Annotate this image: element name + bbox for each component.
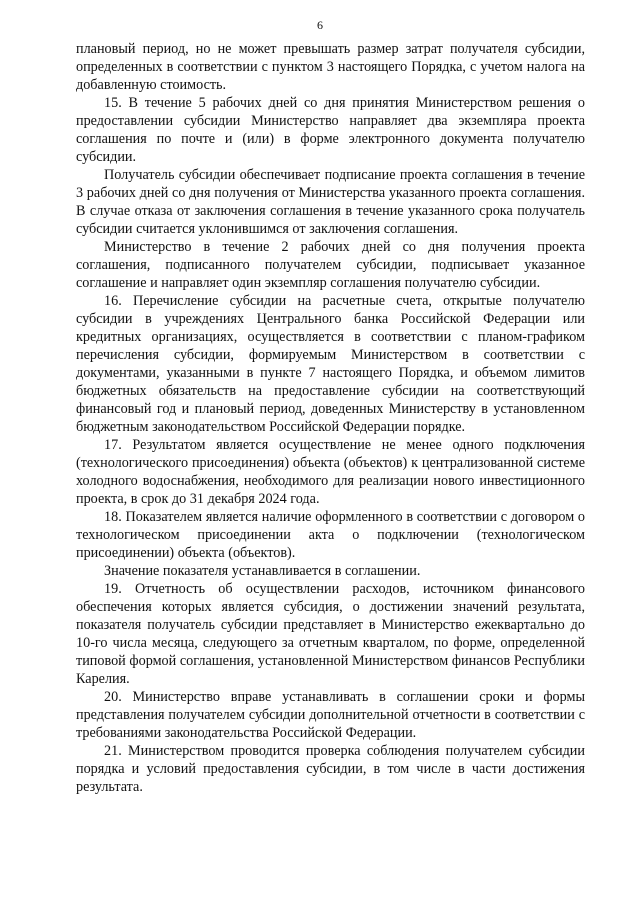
paragraph-item-21: 21. Министерством проводится проверка соблюдения получателем субсидии порядка и условий предоставления субсидии, в том числе в части достижения результата. bbox=[76, 743, 585, 795]
page-number: 6 bbox=[317, 18, 323, 32]
document-body bbox=[76, 40, 585, 796]
paragraph-ministry-signing: Министерство в течение 2 рабочих дней со дня получения проекта соглашения, подписанного получателем субсидии, подписывает указанное соглашение и направляет один экземпляр соглашения получателю субсидии. bbox=[76, 239, 585, 291]
paragraph-item-17: 17. Результатом является осуществление не менее одного подключения (технологического присоединения) объекта (объектов) к централизованной системе холодного водоснабжения, необходимого для реализации нового инвестиционного проекта, в срок до 31 декабря 2024 года. bbox=[76, 437, 585, 507]
paragraph-item-18: 18. Показателем является наличие оформленного в соответствии с договором о технологическом присоединении акта о подключении (технологическом присоединении) объекта (объектов). bbox=[76, 509, 585, 561]
paragraph-item-20: 20. Министерство вправе устанавливать в соглашении сроки и формы представления получателем субсидии дополнительной отчетности в соответствии с требованиями законодательства Российской Федерации. bbox=[76, 689, 585, 741]
paragraph-item-16: 16. Перечисление субсидии на расчетные счета, открытые получателю субсидии в учреждениях Центрального банка Российской Федерации или кредитных организациях, осуществляется в соответствии с планом-графиком перечисления субсидии, формируемым Министерством в соответствии с документами, указанными в пункте 7 настоящего Порядка, и объемом лимитов бюджетных обязательств на предоставление субсидии на соответствующий финансовый год и плановый период, доведенных Министерству в установленном бюджетным законодательством Российской Федерации порядке. bbox=[76, 293, 585, 435]
paragraph-item-15: 15. В течение 5 рабочих дней со дня принятия Министерством решения о предоставлении субсидии Министерство направляет два экземпляра проекта соглашения по почте и (или) в форме электронного документа получателю субсидии. bbox=[76, 95, 585, 165]
paragraph-continuation: плановый период, но не может превышать размер затрат получателя субсидии, определенных в соответствии с пунктом 3 настоящего Порядка, с учетом налога на добавленную стоимость. bbox=[76, 41, 585, 93]
paragraph-item-19: 19. Отчетность об осуществлении расходов, источником финансового обеспечения которых является субсидия, о достижении значений результата, показателя получатель субсидии представляет в Министерство ежеквартально до 10-го числа месяца, следующего за отчетным кварталом, по форме, определенной типовой формой соглашения, установленной Министерством финансов Республики Карелия. bbox=[76, 581, 585, 687]
paragraph-indicator-value: Значение показателя устанавливается в соглашении. bbox=[104, 563, 421, 579]
paragraph-signing-term: Получатель субсидии обеспечивает подписание проекта соглашения в течение 3 рабочих дней со дня получения от Министерства указанного проекта соглашения. В случае отказа от заключения соглашения в течение указанного срока получатель субсидии считается уклонившимся от заключения соглашения. bbox=[76, 167, 585, 237]
